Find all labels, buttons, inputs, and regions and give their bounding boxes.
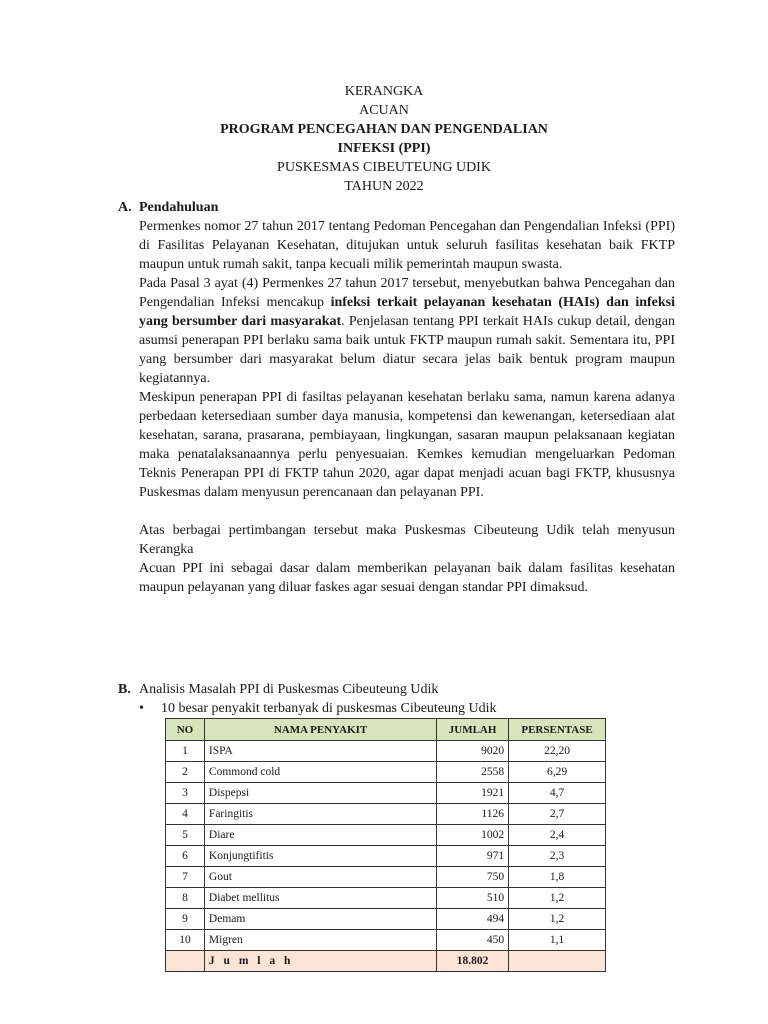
row-percent: 4,7 — [509, 783, 606, 804]
table-row — [166, 783, 606, 804]
table-total-row — [166, 951, 606, 972]
title-line-3: PROGRAM PENCEGAHAN DAN PENGENDALIAN — [220, 122, 548, 137]
row-count: 750 — [437, 867, 509, 888]
section-b-letter: B. — [118, 682, 131, 697]
row-count: 971 — [437, 846, 509, 867]
section-a-heading — [118, 198, 218, 217]
paragraph-1: Permenkes nomor 27 tahun 2017 tentang Pedoman Pencegahan dan Pengendalian Infeksi (PPI) di Fasilitas Pelayanan Kesehatan, ditujukan untuk seluruh fasilitas kesehatan baik FKTP maupun untuk rumah sakit, tanpa kecuali milik pemerintah maupun swasta. — [139, 219, 675, 272]
paragraph-5: Acuan PPI ini sebagai dasar dalam memberikan pelayanan baik dalam fasilitas kesehatan maupun pelayanan yang diluar faskes agar sesuai dengan standar PPI dimaksud. — [139, 561, 675, 595]
row-name: Diabet mellitus — [204, 888, 436, 909]
header-no: NO — [166, 719, 205, 741]
row-no: 5 — [166, 825, 205, 846]
section-a-body — [139, 217, 675, 597]
table-row — [166, 804, 606, 825]
table-row — [166, 888, 606, 909]
paragraph-2 — [139, 274, 675, 388]
paragraph-2-start: Pada Pasal 3 ayat (4) Permenkes 27 tahun 2017 tersebut, menyebutkan bahwa Pencegahan dan Pengendalian Infeksi mencakup — [139, 276, 675, 310]
row-no: 10 — [166, 930, 205, 951]
title-line-5: PUSKESMAS CIBEUTEUNG UDIK — [277, 160, 491, 175]
row-name: Faringitis — [204, 804, 436, 825]
row-count: 1126 — [437, 804, 509, 825]
row-name: Demam — [204, 909, 436, 930]
total-value: 18.802 — [437, 951, 509, 972]
total-label: J u m l a h — [204, 951, 436, 972]
row-percent: 22,20 — [509, 741, 606, 762]
row-count: 450 — [437, 930, 509, 951]
row-count: 1921 — [437, 783, 509, 804]
row-name: Migren — [204, 930, 436, 951]
table-row — [166, 825, 606, 846]
row-percent: 1,2 — [509, 888, 606, 909]
row-name: Dispepsi — [204, 783, 436, 804]
section-a-title: Pendahuluan — [139, 200, 219, 215]
header-percent: PERSENTASE — [509, 719, 606, 741]
title-line-1: KERANGKA — [344, 84, 424, 99]
paragraph-3: Meskipun penerapan PPI di fasiltas pelayanan kesehatan berlaku sama, namun karena adanya perbedaan ketersediaan sumber daya manusia, kompetensi dan kewenangan, ketersediaan alat kesehatan, sarana, prasarana, pembiayaan, lingkungan, sasaran maupun pelaksanaan kegiatan maka penatalaksanaannya perlu penyesuaian. Kemkes kemudian mengeluarkan Pedoman Teknis Penerapan PPI di FKTP tahun 2020, agar dapat menjadi acuan bagi FKTP, khususnya Puskesmas dalam menyusun perencanaan dan pelayanan PPI. — [139, 390, 675, 500]
section-a-letter: A. — [118, 200, 132, 215]
table-row — [166, 909, 606, 930]
title-line-6: TAHUN 2022 — [344, 179, 424, 194]
row-no: 9 — [166, 909, 205, 930]
table-row — [166, 846, 606, 867]
row-count: 2558 — [437, 762, 509, 783]
row-name: Konjungtifitis — [204, 846, 436, 867]
header-count: JUMLAH — [437, 719, 509, 741]
row-name: Diare — [204, 825, 436, 846]
paragraph-4: Atas berbagai pertimbangan tersebut maka Puskesmas Cibeuteung Udik telah menyusun Kerangka — [139, 523, 675, 557]
total-percent-blank — [509, 951, 606, 972]
row-count: 494 — [437, 909, 509, 930]
row-no: 1 — [166, 741, 205, 762]
row-percent: 1,2 — [509, 909, 606, 930]
row-percent: 1,1 — [509, 930, 606, 951]
section-b-title: Analisis Masalah PPI di Puskesmas Cibeuteung Udik — [139, 682, 439, 697]
row-name: ISPA — [204, 741, 436, 762]
row-percent: 6,29 — [509, 762, 606, 783]
section-b-heading — [118, 680, 438, 699]
title-line-4: INFEKSI (PPI) — [337, 141, 431, 156]
row-no: 8 — [166, 888, 205, 909]
row-percent: 2,3 — [509, 846, 606, 867]
total-blank — [166, 951, 205, 972]
paragraph-2-end: . Penjelasan tentang PPI terkait HAIs cukup detail, dengan asumsi penerapan PPI berlaku sama baik untuk FKTP maupun rumah sakit. Sementara itu, PPI yang bersumber dari masyarakat belum diatur secara jelas baik bentuk program maupun kegiatannya. — [139, 314, 675, 386]
document-title — [0, 82, 768, 196]
row-count: 1002 — [437, 825, 509, 846]
row-name: Gout — [204, 867, 436, 888]
table-row — [166, 762, 606, 783]
table-row — [166, 930, 606, 951]
bullet-text: 10 besar penyakit terbanyak di puskesmas Cibeuteung Udik — [161, 701, 497, 716]
header-name: NAMA PENYAKIT — [204, 719, 436, 741]
table-row — [166, 741, 606, 762]
row-name: Commond cold — [204, 762, 436, 783]
table-row — [166, 867, 606, 888]
row-percent: 2,7 — [509, 804, 606, 825]
row-no: 4 — [166, 804, 205, 825]
row-no: 6 — [166, 846, 205, 867]
bullet-item — [139, 699, 497, 718]
disease-table — [165, 718, 606, 972]
row-percent: 1,8 — [509, 867, 606, 888]
row-no: 7 — [166, 867, 205, 888]
paragraph-2-bold: infeksi terkait pelayanan kesehatan (HAIs) dan infeksi yang bersumber dari masyarakat — [139, 295, 675, 329]
row-count: 510 — [437, 888, 509, 909]
row-percent: 2,4 — [509, 825, 606, 846]
title-line-2: ACUAN — [359, 103, 409, 118]
row-no: 3 — [166, 783, 205, 804]
row-count: 9020 — [437, 741, 509, 762]
bullet-symbol: • — [139, 701, 144, 716]
row-no: 2 — [166, 762, 205, 783]
table-header-row — [166, 719, 606, 741]
